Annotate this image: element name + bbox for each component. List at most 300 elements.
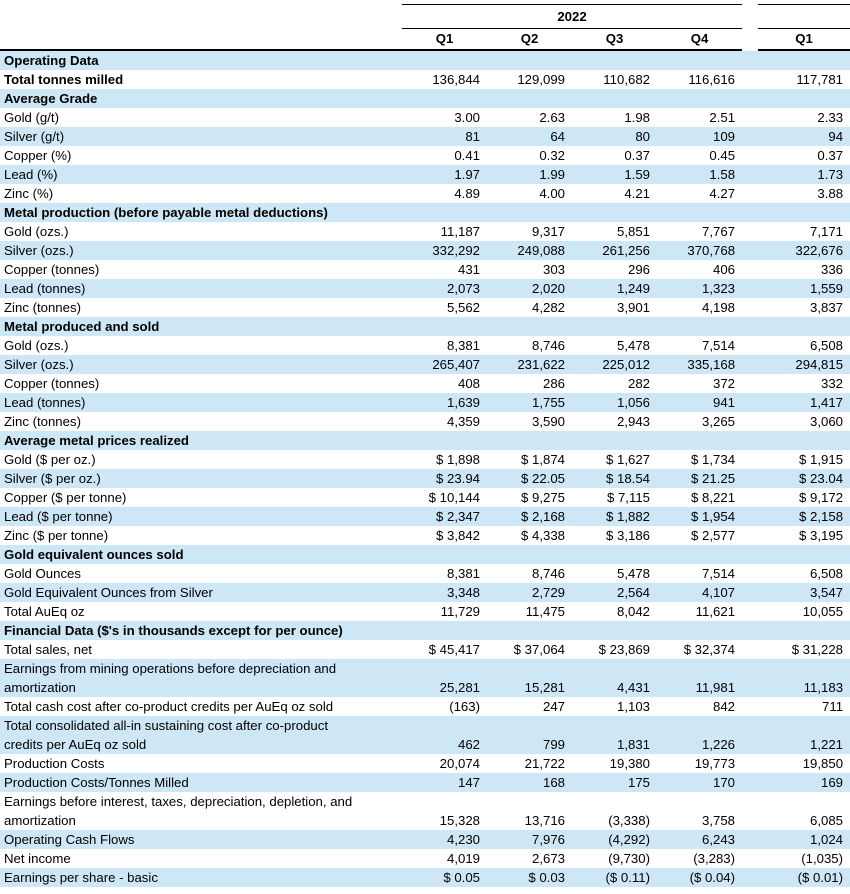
cell-value: 7,514 bbox=[702, 566, 736, 581]
cell-value: 7,514 bbox=[702, 338, 736, 353]
gap-cell bbox=[742, 868, 758, 887]
cell-value: ($ 0.01) bbox=[758, 868, 850, 887]
cell-value: 2,943 bbox=[616, 414, 650, 429]
cell-value: $ 4,338 bbox=[521, 528, 565, 543]
cell-value: 6,243 bbox=[657, 830, 742, 849]
cell-value: 3,758 bbox=[702, 813, 736, 828]
cell-value: 322,676 bbox=[758, 241, 850, 260]
cell-value: ($ 0.04) bbox=[657, 868, 742, 887]
cell-value: $ 3,186 bbox=[606, 528, 650, 543]
cell-value: 0.41 bbox=[454, 148, 480, 163]
table-row bbox=[0, 184, 850, 203]
row-label: Operating Data bbox=[0, 50, 850, 70]
cell-value: 11,187 bbox=[440, 224, 480, 239]
cell-value: 282 bbox=[627, 376, 650, 391]
gap-cell bbox=[742, 127, 758, 146]
cell-value: $ 2,168 bbox=[487, 507, 572, 526]
gap-cell bbox=[742, 773, 758, 792]
cell-value: 1,755 bbox=[487, 393, 572, 412]
table-row bbox=[0, 374, 850, 393]
gap-cell bbox=[742, 488, 758, 507]
cell-value: 332,292 bbox=[402, 241, 487, 260]
cell-value: 4,282 bbox=[531, 300, 565, 315]
table-row bbox=[0, 849, 850, 868]
cell-value: 3.88 bbox=[817, 186, 844, 201]
cell-value: (163) bbox=[449, 699, 480, 714]
cell-value: 11,729 bbox=[440, 604, 480, 619]
cell-value: 2,673 bbox=[531, 851, 565, 866]
cell-value: 169 bbox=[758, 773, 850, 792]
cell-value: (3,338) bbox=[608, 813, 650, 828]
table-row bbox=[0, 583, 850, 602]
cell-value: 2.63 bbox=[539, 110, 565, 125]
section-row bbox=[0, 317, 850, 336]
gap-cell bbox=[742, 146, 758, 165]
table-row bbox=[0, 127, 850, 146]
row-label: Silver (ozs.) bbox=[0, 241, 402, 260]
cell-value: 116,616 bbox=[688, 72, 736, 87]
gap-cell bbox=[742, 716, 758, 754]
cell-value: 303 bbox=[542, 262, 565, 277]
cell-value: 1,024 bbox=[758, 830, 850, 849]
table-row bbox=[0, 260, 850, 279]
gap-cell bbox=[742, 583, 758, 602]
cell-value: 3,901 bbox=[616, 300, 650, 315]
cell-value: 941 bbox=[657, 393, 742, 412]
cell-value: 1,226 bbox=[657, 716, 742, 754]
cell-value: 1,221 bbox=[758, 716, 850, 754]
cell-value: 1,559 bbox=[758, 279, 850, 298]
cell-value: $ 2,347 bbox=[402, 507, 487, 526]
row-label: Copper ($ per tonne) bbox=[4, 490, 127, 505]
gap-cell bbox=[742, 412, 758, 431]
cell-value: 4,431 bbox=[572, 659, 657, 697]
cell-value: $ 18.54 bbox=[572, 469, 657, 488]
cell-value: $ 1,954 bbox=[657, 507, 742, 526]
cell-value: $ 3,195 bbox=[799, 528, 844, 543]
table-body bbox=[0, 50, 850, 887]
row-label: Gold (ozs.) bbox=[4, 338, 69, 353]
cell-value: 4,019 bbox=[446, 851, 480, 866]
row-label: Copper (tonnes) bbox=[4, 376, 100, 391]
gap-cell bbox=[742, 165, 758, 184]
cell-value: $ 9,275 bbox=[521, 490, 565, 505]
table-row bbox=[0, 241, 850, 260]
cell-value: 286 bbox=[542, 376, 565, 391]
gap-cell bbox=[742, 108, 758, 127]
cell-value: $ 1,882 bbox=[572, 507, 657, 526]
cell-value: $ 0.03 bbox=[487, 868, 572, 887]
row-label: Silver ($ per oz.) bbox=[0, 469, 402, 488]
cell-value: 3,590 bbox=[531, 414, 565, 429]
cell-value: $ 45,417 bbox=[428, 642, 480, 657]
cell-value: 265,407 bbox=[402, 355, 487, 374]
cell-value: (3,283) bbox=[693, 851, 736, 866]
cell-value: 336 bbox=[821, 262, 844, 277]
header-gap-cell bbox=[742, 5, 758, 29]
cell-value: 168 bbox=[487, 773, 572, 792]
cell-value: 332 bbox=[821, 376, 844, 391]
cell-value: 406 bbox=[713, 262, 736, 277]
gap-cell bbox=[742, 374, 758, 393]
cell-value: $ 23.04 bbox=[758, 469, 850, 488]
cell-value: $ 7,115 bbox=[606, 490, 650, 505]
cell-value: 408 bbox=[457, 376, 480, 391]
cell-value: $ 1,898 bbox=[436, 452, 480, 467]
header-blank-cell bbox=[0, 29, 402, 51]
gap-cell bbox=[742, 469, 758, 488]
gap-cell bbox=[742, 298, 758, 317]
cell-value: 4.27 bbox=[709, 186, 736, 201]
cell-value: 11,981 bbox=[657, 659, 742, 697]
cell-value: 5,851 bbox=[616, 224, 650, 239]
cell-value: 25,281 bbox=[402, 659, 487, 697]
cell-value: 4.21 bbox=[624, 186, 650, 201]
cell-value: $ 9,172 bbox=[799, 490, 844, 505]
table-row bbox=[0, 279, 850, 298]
gap-cell bbox=[742, 260, 758, 279]
gap-cell bbox=[742, 754, 758, 773]
cell-value: 2,020 bbox=[487, 279, 572, 298]
cell-value: 4,107 bbox=[657, 583, 742, 602]
table-row bbox=[0, 108, 850, 127]
cell-value: 3,837 bbox=[810, 300, 844, 315]
cell-value: 6,085 bbox=[810, 813, 844, 828]
table-row bbox=[0, 165, 850, 184]
cell-value: $ 23.94 bbox=[402, 469, 487, 488]
row-label: Copper (tonnes) bbox=[4, 262, 100, 277]
cell-value: 19,773 bbox=[694, 756, 736, 771]
cell-value: 15,328 bbox=[439, 813, 480, 828]
cell-value: 0.37 bbox=[624, 148, 650, 163]
cell-value: 8,381 bbox=[446, 566, 480, 581]
row-label: Lead ($ per tonne) bbox=[0, 507, 402, 526]
gap-cell bbox=[742, 393, 758, 412]
cell-value: 5,478 bbox=[616, 338, 650, 353]
gap-cell bbox=[742, 792, 758, 830]
cell-value: 8,042 bbox=[616, 604, 650, 619]
cell-value: 799 bbox=[487, 716, 572, 754]
cell-value: 335,168 bbox=[657, 355, 742, 374]
cell-value: 5,478 bbox=[616, 566, 650, 581]
row-label: Silver (ozs.) bbox=[0, 355, 402, 374]
table-row bbox=[0, 602, 850, 621]
cell-value: $ 1,915 bbox=[799, 452, 844, 467]
cell-value: $ 32,374 bbox=[683, 642, 736, 657]
cell-value: 842 bbox=[713, 699, 736, 714]
header-blank-cell bbox=[0, 5, 402, 29]
cell-value: 4,359 bbox=[446, 414, 480, 429]
gap-cell bbox=[742, 602, 758, 621]
table-row bbox=[0, 526, 850, 545]
table-row bbox=[0, 716, 850, 754]
row-label: Operating Cash Flows bbox=[0, 830, 402, 849]
cell-value: 462 bbox=[402, 716, 487, 754]
cell-value: 3,348 bbox=[402, 583, 487, 602]
cell-value: 8,381 bbox=[446, 338, 480, 353]
row-label: Zinc (tonnes) bbox=[4, 414, 81, 429]
year-group-header: 2022 bbox=[402, 5, 742, 29]
cell-value: $ 2,577 bbox=[691, 528, 736, 543]
cell-value: 261,256 bbox=[572, 241, 657, 260]
quarterly-results-table bbox=[0, 4, 850, 887]
cell-value: $ 2,158 bbox=[758, 507, 850, 526]
cell-value: 2.51 bbox=[709, 110, 736, 125]
gap-cell bbox=[742, 526, 758, 545]
cell-value: 19,850 bbox=[802, 756, 844, 771]
quarter-header-q4: Q4 bbox=[657, 29, 742, 51]
table-row bbox=[0, 469, 850, 488]
cell-value: 110,682 bbox=[603, 72, 650, 87]
table-row bbox=[0, 564, 850, 583]
cell-value: 6,508 bbox=[810, 338, 844, 353]
cell-value: 4,230 bbox=[402, 830, 487, 849]
table-row bbox=[0, 830, 850, 849]
cell-value: 81 bbox=[402, 127, 487, 146]
cell-value: 3,547 bbox=[758, 583, 850, 602]
cell-value: $ 1,734 bbox=[691, 452, 736, 467]
cell-value: 64 bbox=[487, 127, 572, 146]
cell-value: 129,099 bbox=[517, 72, 565, 87]
cell-value: 2,729 bbox=[487, 583, 572, 602]
table-row bbox=[0, 146, 850, 165]
cell-value: $ 22.05 bbox=[487, 469, 572, 488]
cell-value: 7,976 bbox=[487, 830, 572, 849]
cell-value: 10,055 bbox=[802, 604, 844, 619]
gap-cell bbox=[742, 184, 758, 203]
cell-value: 1,323 bbox=[657, 279, 742, 298]
cell-value: 80 bbox=[572, 127, 657, 146]
cell-value: $ 1,874 bbox=[521, 452, 565, 467]
cell-value: 1.99 bbox=[487, 165, 572, 184]
row-label: Average Grade bbox=[0, 89, 850, 108]
gap-cell bbox=[742, 564, 758, 583]
table-row bbox=[0, 488, 850, 507]
cell-value: 1.58 bbox=[657, 165, 742, 184]
row-label: Gold ($ per oz.) bbox=[4, 452, 96, 467]
table-row bbox=[0, 773, 850, 792]
row-label: Zinc (%) bbox=[4, 186, 54, 201]
row-label: Net income bbox=[4, 851, 71, 866]
gap-cell bbox=[742, 830, 758, 849]
cell-value: 94 bbox=[758, 127, 850, 146]
cell-value: $ 23,869 bbox=[598, 642, 650, 657]
cell-value: 0.45 bbox=[709, 148, 736, 163]
table-row bbox=[0, 336, 850, 355]
section-row bbox=[0, 89, 850, 108]
cell-value: $ 10,144 bbox=[428, 490, 480, 505]
cell-value: 1.73 bbox=[758, 165, 850, 184]
cell-value: 7,767 bbox=[702, 224, 736, 239]
cell-value: 8,746 bbox=[531, 566, 565, 581]
gap-cell bbox=[742, 336, 758, 355]
row-label: Gold (ozs.) bbox=[4, 224, 69, 239]
row-label: Average metal prices realized bbox=[0, 431, 850, 450]
table-row bbox=[0, 298, 850, 317]
cell-value: 11,621 bbox=[695, 604, 736, 619]
cell-value: $ 1,627 bbox=[606, 452, 650, 467]
gap-cell bbox=[742, 507, 758, 526]
row-label: Gold equivalent ounces sold bbox=[0, 545, 850, 564]
section-row bbox=[0, 50, 850, 70]
row-label: Metal production (before payable metal deductions) bbox=[0, 203, 850, 222]
cell-value: 147 bbox=[402, 773, 487, 792]
gap-cell bbox=[742, 450, 758, 469]
cell-value: 11,183 bbox=[758, 659, 850, 697]
row-label: Total cash cost after co-product credits per AuEq oz sold bbox=[4, 699, 334, 714]
cell-value: 0.32 bbox=[539, 148, 565, 163]
table-row bbox=[0, 412, 850, 431]
row-label: Production Costs bbox=[4, 756, 105, 771]
next-quarter-border-cell bbox=[758, 5, 850, 29]
section-row bbox=[0, 545, 850, 564]
cell-value: $ 37,064 bbox=[513, 642, 565, 657]
cell-value: 1,831 bbox=[572, 716, 657, 754]
gap-cell bbox=[742, 640, 758, 659]
cell-value: 1,249 bbox=[572, 279, 657, 298]
cell-value: 247 bbox=[542, 699, 565, 714]
row-label: Total tonnes milled bbox=[4, 72, 124, 87]
row-label: Silver (g/t) bbox=[0, 127, 402, 146]
cell-value: (9,730) bbox=[608, 851, 650, 866]
cell-value: 3.00 bbox=[454, 110, 480, 125]
cell-value: 1.97 bbox=[402, 165, 487, 184]
row-label: Metal produced and sold bbox=[0, 317, 850, 336]
cell-value: 1.59 bbox=[572, 165, 657, 184]
row-label: Zinc (tonnes) bbox=[4, 300, 81, 315]
cell-value: 175 bbox=[572, 773, 657, 792]
year-header-row bbox=[0, 5, 850, 29]
cell-value: 2.33 bbox=[817, 110, 844, 125]
table-row bbox=[0, 659, 850, 697]
row-label: Total consolidated all-in sustaining cost after co-product credits per AuEq oz sold bbox=[0, 716, 402, 754]
cell-value: 19,380 bbox=[609, 756, 650, 771]
cell-value: $ 3,842 bbox=[436, 528, 480, 543]
table-row bbox=[0, 222, 850, 241]
row-label: Lead (tonnes) bbox=[0, 393, 402, 412]
cell-value: 1.98 bbox=[624, 110, 650, 125]
row-label: Production Costs/Tonnes Milled bbox=[0, 773, 402, 792]
row-label: Copper (%) bbox=[4, 148, 72, 163]
cell-value: ($ 0.11) bbox=[572, 868, 657, 887]
gap-cell bbox=[742, 241, 758, 260]
next-quarter-header: Q1 bbox=[758, 29, 850, 51]
row-label: Gold Equivalent Ounces from Silver bbox=[0, 583, 402, 602]
section-row bbox=[0, 431, 850, 450]
row-label: Earnings per share - basic bbox=[0, 868, 402, 887]
cell-value: $ 8,221 bbox=[691, 490, 736, 505]
row-label: Gold (g/t) bbox=[4, 110, 59, 125]
header-gap-cell bbox=[742, 29, 758, 51]
cell-value: 1,417 bbox=[758, 393, 850, 412]
cell-value: 3,265 bbox=[702, 414, 736, 429]
table-row bbox=[0, 697, 850, 716]
gap-cell bbox=[742, 355, 758, 374]
table-row bbox=[0, 507, 850, 526]
table-row bbox=[0, 355, 850, 374]
quarter-header-q2: Q2 bbox=[487, 29, 572, 51]
cell-value: 6,508 bbox=[810, 566, 844, 581]
table-row bbox=[0, 640, 850, 659]
cell-value: 294,815 bbox=[758, 355, 850, 374]
row-label: Gold Ounces bbox=[4, 566, 81, 581]
cell-value: 136,844 bbox=[432, 72, 480, 87]
table-row bbox=[0, 450, 850, 469]
row-label: Earnings from mining operations before depreciation and amortization bbox=[0, 659, 402, 697]
table-row bbox=[0, 754, 850, 773]
cell-value: 431 bbox=[457, 262, 480, 277]
gap-cell bbox=[742, 70, 758, 89]
cell-value: $ 21.25 bbox=[657, 469, 742, 488]
cell-value: 20,074 bbox=[439, 756, 480, 771]
table-row bbox=[0, 792, 850, 830]
cell-value: 296 bbox=[627, 262, 650, 277]
cell-value: 2,073 bbox=[402, 279, 487, 298]
row-label: Total AuEq oz bbox=[4, 604, 85, 619]
gap-cell bbox=[742, 697, 758, 716]
row-label: Total sales, net bbox=[4, 642, 92, 657]
gap-cell bbox=[742, 849, 758, 868]
cell-value: 117,781 bbox=[796, 72, 844, 87]
cell-value: 3,060 bbox=[810, 414, 844, 429]
cell-value: (4,292) bbox=[572, 830, 657, 849]
cell-value: 7,171 bbox=[810, 224, 844, 239]
cell-value: 1,103 bbox=[616, 699, 650, 714]
row-label: Earnings before interest, taxes, depreciation, depletion, and amortization bbox=[4, 794, 353, 828]
gap-cell bbox=[742, 279, 758, 298]
cell-value: 21,722 bbox=[524, 756, 565, 771]
row-label: Zinc ($ per tonne) bbox=[4, 528, 109, 543]
cell-value: 8,746 bbox=[531, 338, 565, 353]
cell-value: 109 bbox=[657, 127, 742, 146]
cell-value: 5,562 bbox=[446, 300, 480, 315]
cell-value: 1,639 bbox=[402, 393, 487, 412]
quarter-header-q1: Q1 bbox=[402, 29, 487, 51]
cell-value: 13,716 bbox=[524, 813, 565, 828]
cell-value: 15,281 bbox=[487, 659, 572, 697]
row-label: Lead (%) bbox=[0, 165, 402, 184]
cell-value: 9,317 bbox=[531, 224, 565, 239]
cell-value: 711 bbox=[822, 699, 844, 714]
cell-value: 170 bbox=[657, 773, 742, 792]
quarter-header-row bbox=[0, 29, 850, 51]
cell-value: 370,768 bbox=[657, 241, 742, 260]
row-label: Financial Data ($'s in thousands except for per ounce) bbox=[0, 621, 850, 640]
cell-value: 1,056 bbox=[572, 393, 657, 412]
cell-value: 0.37 bbox=[817, 148, 844, 163]
row-label: Lead (tonnes) bbox=[0, 279, 402, 298]
cell-value: 4,198 bbox=[702, 300, 736, 315]
table-row bbox=[0, 393, 850, 412]
cell-value: $ 31,228 bbox=[791, 642, 844, 657]
cell-value: 4.89 bbox=[454, 186, 480, 201]
table-row bbox=[0, 868, 850, 887]
cell-value: 231,622 bbox=[487, 355, 572, 374]
quarter-header-q3: Q3 bbox=[572, 29, 657, 51]
cell-value: 372 bbox=[713, 376, 736, 391]
cell-value: 2,564 bbox=[572, 583, 657, 602]
table-row bbox=[0, 70, 850, 89]
gap-cell bbox=[742, 222, 758, 241]
cell-value: 11,475 bbox=[525, 604, 565, 619]
cell-value: (1,035) bbox=[801, 851, 844, 866]
cell-value: $ 0.05 bbox=[402, 868, 487, 887]
cell-value: 4.00 bbox=[539, 186, 565, 201]
section-row bbox=[0, 203, 850, 222]
cell-value: 225,012 bbox=[572, 355, 657, 374]
gap-cell bbox=[742, 659, 758, 697]
section-row bbox=[0, 621, 850, 640]
